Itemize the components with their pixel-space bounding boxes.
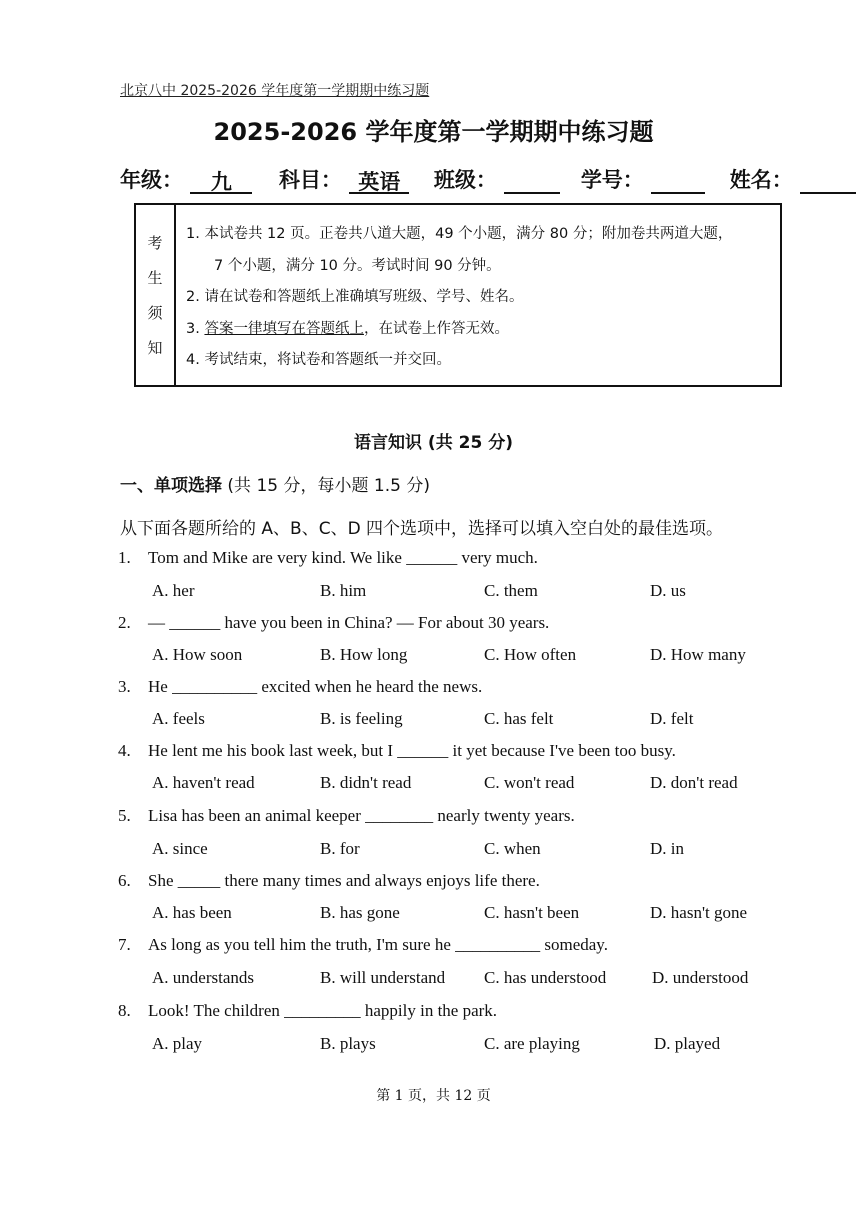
question-number: 6.	[118, 871, 131, 890]
question-number: 8.	[118, 1001, 131, 1020]
question-4	[118, 741, 676, 761]
option-a[interactable]: A. haven't read	[152, 773, 255, 792]
question-text: He lent me his book last week, but I ______ it yet because I've been too busy.	[148, 741, 676, 760]
question-text: — ______ have you been in China? — For about 30 years.	[148, 613, 550, 632]
question-6	[118, 871, 540, 891]
page-footer: 第 1 页，共 12 页	[376, 1088, 491, 1104]
option-c[interactable]: C. when	[484, 839, 541, 858]
option-c[interactable]: C. has understood	[484, 968, 607, 987]
option-b[interactable]: B. for	[320, 839, 360, 858]
exam-notice-box	[134, 203, 782, 387]
question-number: 2.	[118, 613, 131, 632]
exam-title: 2025-2026 学年度第一学期期中练习题	[213, 118, 654, 146]
name-field[interactable]	[800, 166, 856, 194]
question-text: She _____ there many times and always enjoys life there.	[148, 871, 540, 890]
question-5-options	[152, 839, 832, 863]
question-number: 4.	[118, 741, 131, 760]
option-c[interactable]: C. How often	[484, 645, 577, 664]
option-d[interactable]: D. us	[650, 581, 686, 600]
notice-item-3-emphasis: 答案一律填写在答题纸上	[204, 320, 364, 337]
notice-item-3-number: 3.	[186, 320, 205, 337]
student-id-field[interactable]	[651, 166, 705, 194]
option-a[interactable]: A. understands	[152, 968, 254, 987]
exam-header-line: 北京八中 2025-2026 学年度第一学期期中练习题	[120, 83, 430, 99]
question-3-options	[152, 709, 832, 733]
question-1-options	[152, 581, 832, 605]
question-text: Tom and Mike are very kind. We like ______ very much.	[148, 548, 538, 567]
notice-label-char: 考	[147, 234, 163, 252]
question-1	[118, 548, 538, 568]
question-number: 3.	[118, 677, 131, 696]
notice-item-3-rest: ，在试卷上作答无效。	[363, 320, 509, 337]
option-c[interactable]: C. them	[484, 581, 538, 600]
subject-field[interactable]: 英语	[349, 166, 409, 194]
student-id-label: 学号：	[580, 168, 644, 192]
option-b[interactable]: B. has gone	[320, 903, 400, 922]
question-7	[118, 935, 608, 955]
notice-label-char: 知	[147, 339, 163, 357]
grade-field[interactable]: 九	[190, 166, 252, 194]
question-number: 5.	[118, 806, 131, 825]
class-field[interactable]	[504, 166, 560, 194]
question-text: Lisa has been an animal keeper ________ nearly twenty years.	[148, 806, 575, 825]
question-number: 1.	[118, 548, 131, 567]
part-instruction: 从下面各题所给的 A、B、C、D 四个选项中，选择可以填入空白处的最佳选项。	[120, 519, 724, 539]
notice-item-3	[186, 314, 774, 346]
part-title-note: (共 15 分，每小题 1.5 分)	[222, 476, 430, 496]
option-d[interactable]: D. How many	[650, 645, 746, 664]
question-text: As long as you tell him the truth, I'm sure he __________ someday.	[148, 935, 608, 954]
subject-label: 科目：	[278, 168, 342, 192]
question-text: He __________ excited when he heard the news.	[148, 677, 483, 696]
grade-label: 年级：	[120, 168, 183, 192]
section-title: 语言知识 (共 25 分)	[354, 433, 513, 453]
name-label: 姓名：	[729, 168, 793, 192]
notice-items	[186, 219, 774, 377]
option-a[interactable]: A. since	[152, 839, 208, 858]
option-a[interactable]: A. play	[152, 1034, 203, 1053]
notice-item-4: 4. 考试结束，将试卷和答题纸一并交回。	[186, 352, 451, 368]
option-a[interactable]: A. has been	[152, 903, 232, 922]
question-6-options	[152, 903, 832, 927]
option-b[interactable]: B. him	[320, 581, 367, 600]
question-3	[118, 677, 482, 697]
option-c[interactable]: C. has felt	[484, 709, 554, 728]
option-d[interactable]: D. hasn't gone	[650, 903, 748, 922]
option-c[interactable]: C. hasn't been	[484, 903, 580, 922]
option-b[interactable]: B. How long	[320, 645, 408, 664]
question-5	[118, 806, 575, 826]
question-number: 7.	[118, 935, 131, 954]
option-b[interactable]: B. will understand	[320, 968, 446, 987]
option-c[interactable]: C. are playing	[484, 1034, 580, 1053]
option-d[interactable]: D. understood	[652, 968, 749, 987]
question-7-options	[152, 968, 832, 992]
question-8	[118, 1001, 497, 1021]
notice-item-1: 1. 本试卷共 12 页。正卷共八道大题，49 个小题，满分 80 分；附加卷共两道大题，	[186, 226, 733, 242]
option-a[interactable]: A. her	[152, 581, 195, 600]
part-title	[120, 471, 430, 496]
question-8-options	[152, 1034, 832, 1058]
option-d[interactable]: D. in	[650, 839, 684, 858]
question-2	[118, 613, 549, 633]
option-a[interactable]: A. feels	[152, 709, 205, 728]
notice-item-1-continued: 7 个小题，满分 10 分。考试时间 90 分钟。	[214, 257, 501, 274]
class-label: 班级：	[433, 168, 497, 192]
notice-item-2: 2. 请在试卷和答题纸上准确填写班级、学号、姓名。	[186, 289, 524, 305]
notice-label-char: 须	[147, 304, 163, 322]
notice-label-char: 生	[147, 269, 163, 287]
notice-label	[136, 205, 176, 385]
option-b[interactable]: B. plays	[320, 1034, 376, 1053]
option-b[interactable]: B. didn't read	[320, 773, 412, 792]
option-d[interactable]: D. played	[654, 1034, 721, 1053]
option-a[interactable]: A. How soon	[152, 645, 243, 664]
question-2-options	[152, 645, 832, 669]
question-text: Look! The children _________ happily in the park.	[148, 1001, 498, 1020]
option-d[interactable]: D. don't read	[650, 773, 738, 792]
part-title-main: 一、单项选择	[120, 476, 222, 496]
option-c[interactable]: C. won't read	[484, 773, 575, 792]
student-info-row	[120, 164, 800, 194]
question-4-options	[152, 773, 832, 797]
option-d[interactable]: D. felt	[650, 709, 694, 728]
option-b[interactable]: B. is feeling	[320, 709, 403, 728]
